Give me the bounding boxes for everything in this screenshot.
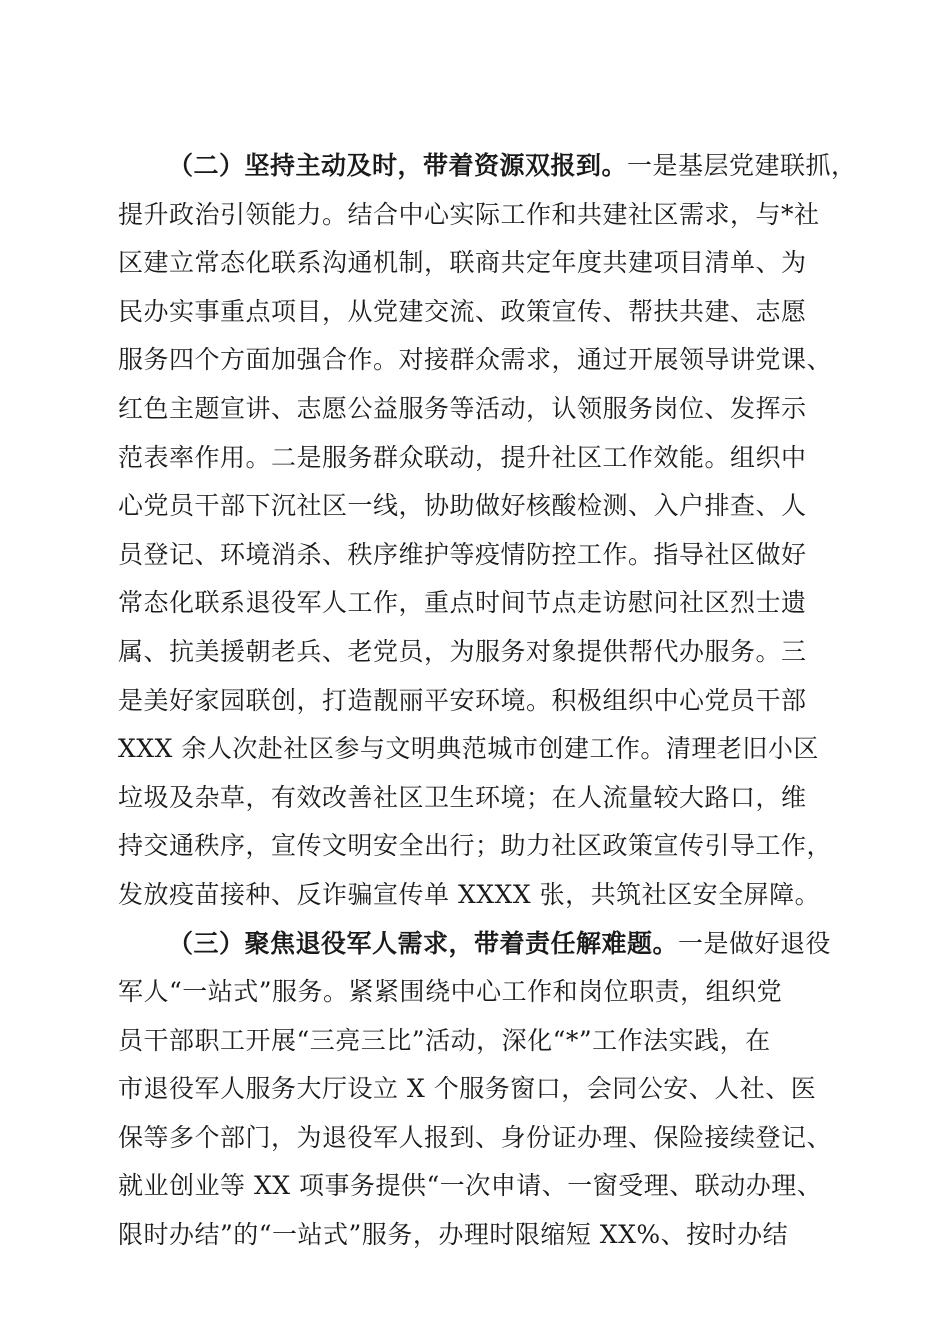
paragraph-3-line: 市退役军人服务大厅设立 X 个服务窗口，会同公安、人社、医 [118,1074,817,1104]
paragraph-2-line: 发放疫苗接种、反诈骗宣传单 XXXX 张，共筑社区安全屏障。 [118,879,821,909]
paragraph-3-heading: （三）聚焦退役军人需求，带着责任解难题。 [168,928,679,958]
paragraph-2-line: 红色主题宣讲、志愿公益服务等活动，认领服务岗位、发挥示 [118,393,807,423]
paragraph-2-line: XXX 余人次赴社区参与文明典范城市创建工作。清理老旧小区 [118,734,819,764]
paragraph-2-text: 一是基层党建联抓， [627,151,857,180]
document-body [118,142,857,1260]
paragraph-2-line: 常态化联系退役军人工作，重点时间节点走访慰问社区烈士遗 [118,588,807,618]
paragraph-2-line: 民办实事重点项目，从党建交流、政策宣传、帮扶共建、志愿 [118,296,807,326]
paragraph-2-line-1 [118,142,857,191]
paragraph-3-line: 限时办结”的“一站式”服务，办理时限缩短 XX%、按时办结 [118,1220,789,1250]
paragraph-2-line: 属、抗美援朝老兵、老党员，为服务对象提供帮代办服务。三 [118,636,807,666]
paragraph-3-line: 就业创业等 XX 项事务提供“一次申请、一窗受理、联动办理、 [118,1171,823,1201]
paragraph-2-heading: （二）坚持主动及时，带着资源双报到。 [168,151,628,180]
paragraph-3-line: 保等多个部门，为退役军人报到、身份证办理、保险接续登记、 [118,1122,833,1152]
paragraph-2-line: 垃圾及杂草，有效改善社区卫生环境；在人流量较大路口，维 [118,782,807,812]
paragraph-2-line: 服务四个方面加强合作。对接群众需求，通过开展领导讲党课、 [118,345,833,375]
paragraph-2-line: 提升政治引领能力。结合中心实际工作和共建社区需求，与*社 [118,199,820,229]
paragraph-2-line: 是美好家园联创，打造靓丽平安环境。积极组织中心党员干部 [118,685,807,715]
paragraph-2-line: 范表率作用。二是服务群众联动，提升社区工作效能。组织中 [118,442,807,472]
paragraph-3-line: 员干部职工开展“三亮三比”活动，深化“*”工作法实践，在 [118,1025,771,1055]
paragraph-3-line: 军人“一站式”服务。紧紧围绕中心工作和岗位职责，组织党 [118,977,783,1007]
paragraph-2-line: 区建立常态化联系沟通机制，联商共定年度共建项目清单、为 [118,248,807,278]
paragraph-2-line: 持交通秩序，宣传文明安全出行；助力社区政策宣传引导工作， [118,831,833,861]
paragraph-3-line-1 [118,920,838,969]
paragraph-2-line: 员登记、环境消杀、秩序维护等疫情防控工作。指导社区做好 [118,539,807,569]
paragraph-3-text: 一是做好退役 [678,928,832,958]
paragraph-2-line: 心党员干部下沉社区一线，协助做好核酸检测、入户排查、人 [118,491,807,521]
